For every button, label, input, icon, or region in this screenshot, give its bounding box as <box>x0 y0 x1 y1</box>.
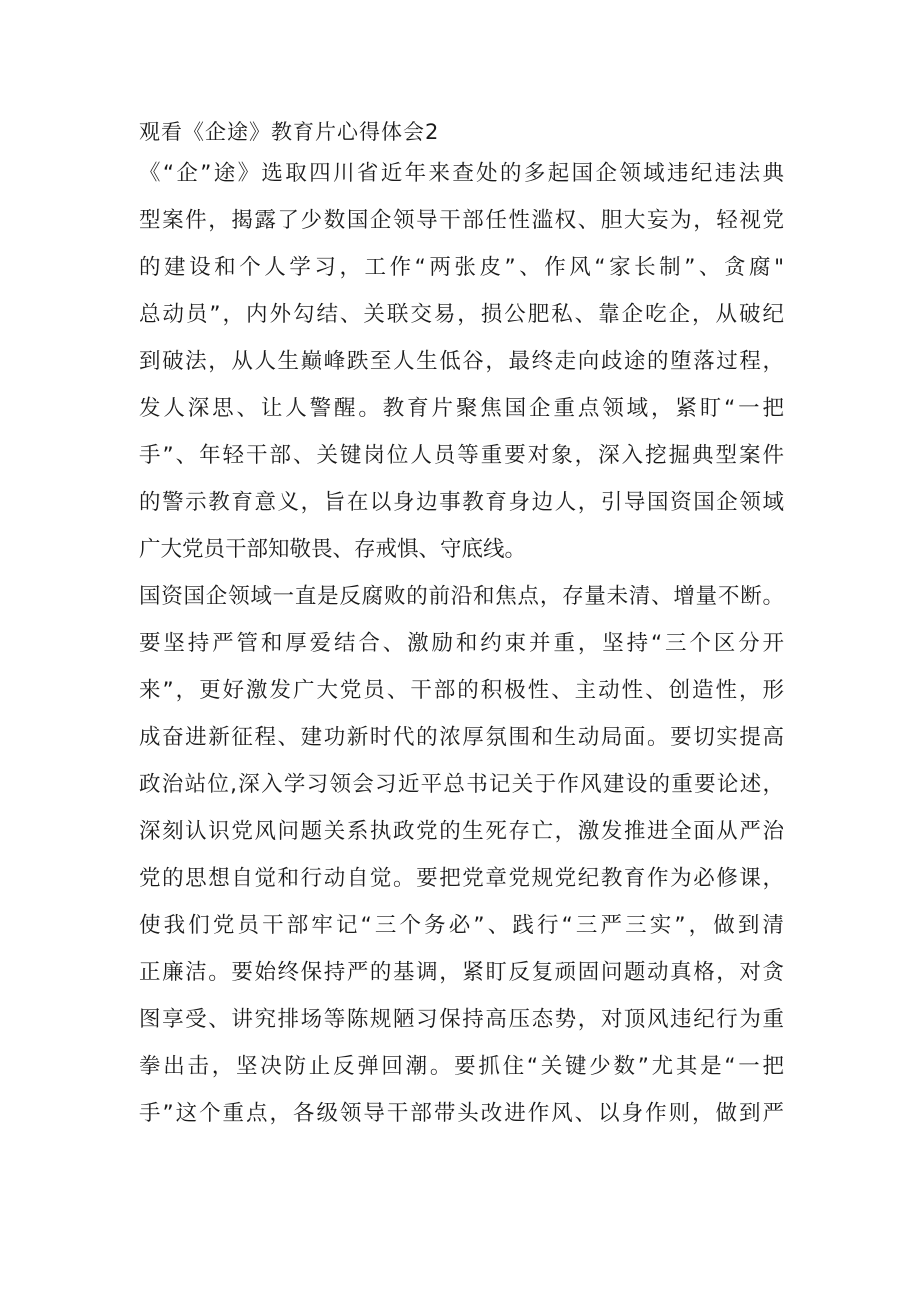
paragraph-2-line-7: 党的思想自觉和行动自觉。要把党章党规党纪教育作为必修课， <box>139 866 784 891</box>
document-title: 观看《企途》教育片心得体会2 <box>139 120 440 144</box>
paragraph-1-line-5: 到破法，从人生巅峰跌至人生低谷，最终走向歧途的堕落过程， <box>139 349 784 374</box>
paragraph-1-line-3: 的建设和个人学习，工作“两张皮”、作风“家长制”、贪腐" <box>139 255 784 280</box>
paragraph-2-line-4: 成奋进新征程、建功新时代的浓厚氛围和生动局面。要切实提高 <box>139 725 784 750</box>
paragraph-2-line-6: 深刻认识党风问题关系执政党的生死存亡，激发推进全面从严治 <box>139 819 784 844</box>
paragraph-1-line-4: 总动员”，内外勾结、关联交易，损公肥私、靠企吃企，从破纪 <box>139 302 784 327</box>
paragraph-2-line-3: 来”，更好激发广大党员、干部的积极性、主动性、创造性，形 <box>139 678 784 703</box>
paragraph-2-line-9: 正廉洁。要始终保持严的基调，紧盯反复顽固问题动真格，对贪 <box>139 960 784 985</box>
paragraph-1-line-7: 手”、年轻干部、关键岗位人员等重要对象，深入挖掘典型案件 <box>139 443 784 468</box>
paragraph-1-line-2: 型案件，揭露了少数国企领导干部任性滥权、胆大妄为，轻视党 <box>139 208 784 233</box>
paragraph-1-line-1: 《“企”途》选取四川省近年来查处的多起国企领域违纪违法典 <box>139 161 784 186</box>
paragraph-2-line-12: 手”这个重点，各级领导干部带头改进作风、以身作则，做到严 <box>139 1101 784 1126</box>
paragraph-2-line-1: 国资国企领域一直是反腐败的前沿和焦点，存量未清、增量不断。 <box>139 584 784 609</box>
paragraph-2-line-5: 政治站位,深入学习领会习近平总书记关于作风建设的重要论述， <box>139 772 784 797</box>
paragraph-2-line-11: 拳出击，坚决防止反弹回潮。要抓住“关键少数”尤其是“一把 <box>139 1054 784 1079</box>
paragraph-2-line-8: 使我们党员干部牢记“三个务必”、践行“三严三实”，做到清 <box>139 913 784 938</box>
paragraph-1-line-8: 的警示教育意义，旨在以身边事教育身边人，引导国资国企领域 <box>139 490 784 515</box>
paragraph-1-line-6: 发人深思、让人警醒。教育片聚焦国企重点领域，紧盯“一把 <box>139 396 784 421</box>
paragraph-1-line-9: 广大党员干部知敬畏、存戒惧、守底线。 <box>139 537 527 562</box>
paragraph-2-line-10: 图享受、讲究排场等陈规陋习保持高压态势，对顶风违纪行为重 <box>139 1007 784 1032</box>
paragraph-2-line-2: 要坚持严管和厚爱结合、激励和约束并重，坚持“三个区分开 <box>139 631 784 656</box>
